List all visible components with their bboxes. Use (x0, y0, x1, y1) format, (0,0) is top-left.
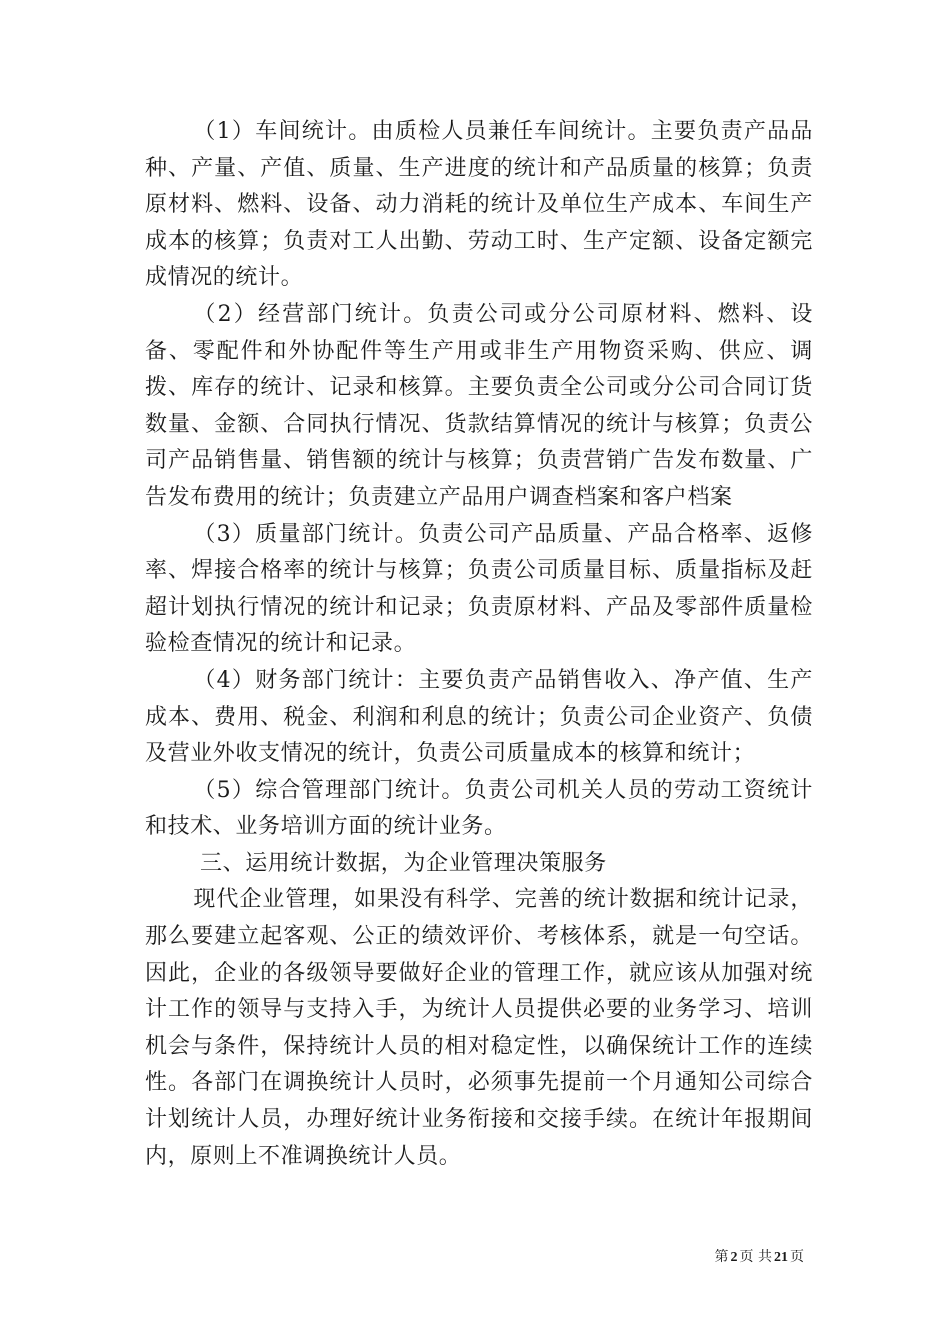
total-page-count: 21 (774, 1250, 788, 1265)
footer-middle: 页 共 (739, 1249, 772, 1265)
current-page-number: 2 (730, 1250, 738, 1265)
section-heading: 三、运用统计数据，为企业管理决策服务 (200, 850, 607, 876)
paragraph-management-decisions: 现代企业管理，如果没有科学、完善的统计数据和统计记录，那么要建立起客观、公正的绩效评价、考核体系，就是一句空话。因此，企业的各级领导要做好企业的管理工作，就应该从加强对统计工作的领导与支持入手，为统计人员提供必要的业务学习、培训机会与条件，保持统计人员的相对稳定性，以确保统计工作的连续性。各部门在调换统计人员时，必须事先提前一个月通知公司综合计划统计人员，办理好统计业务衔接和交接手续。在统计年报期间内，原则上不准调换统计人员。 (145, 887, 813, 1169)
footer-prefix: 第 (714, 1249, 729, 1265)
paragraph-finance-statistics: （4）财务部门统计：主要负责产品销售收入、净产值、生产成本、费用、税金、利润和利息的统计；负责公司企业资产、负债及营业外收支情况的统计，负责公司质量成本的核算和统计； (145, 667, 813, 767)
document-body (145, 114, 813, 1175)
paragraph-admin-statistics: （5）综合管理部门统计。负责公司机关人员的劳动工资统计和技术、业务培训方面的统计业务。 (145, 777, 813, 840)
footer-suffix: 页 (790, 1249, 804, 1265)
paragraph-workshop-statistics: （1）车间统计。由质检人员兼任车间统计。主要负责产品品种、产量、产值、质量、生产进度的统计和产品质量的核算；负责原材料、燃料、设备、动力消耗的统计及单位生产成本、车间生产成本的核算；负责对工人出勤、劳动工时、生产定额、设备定额完成情况的统计。 (145, 119, 813, 291)
paragraph-operations-statistics: （2）经营部门统计。负责公司或分公司原材料、燃料、设备、零配件和外协配件等生产用或非生产用物资采购、供应、调拨、库存的统计、记录和核算。主要负责全公司或分公司合同订货数量、金额、合同执行情况、货款结算情况的统计与核算；负责公司产品销售量、销售额的统计与核算；负责营销广告发布数量、广告发布费用的统计；负责建立产品用户调查档案和客户档案 (145, 301, 813, 510)
page-footer (715, 1248, 804, 1267)
paragraph-quality-statistics: （3）质量部门统计。负责公司产品质量、产品合格率、返修率、焊接合格率的统计与核算；负责公司质量目标、质量指标及赶超计划执行情况的统计和记录；负责原材料、产品及零部件质量检验检查情况的统计和记录。 (145, 521, 813, 657)
